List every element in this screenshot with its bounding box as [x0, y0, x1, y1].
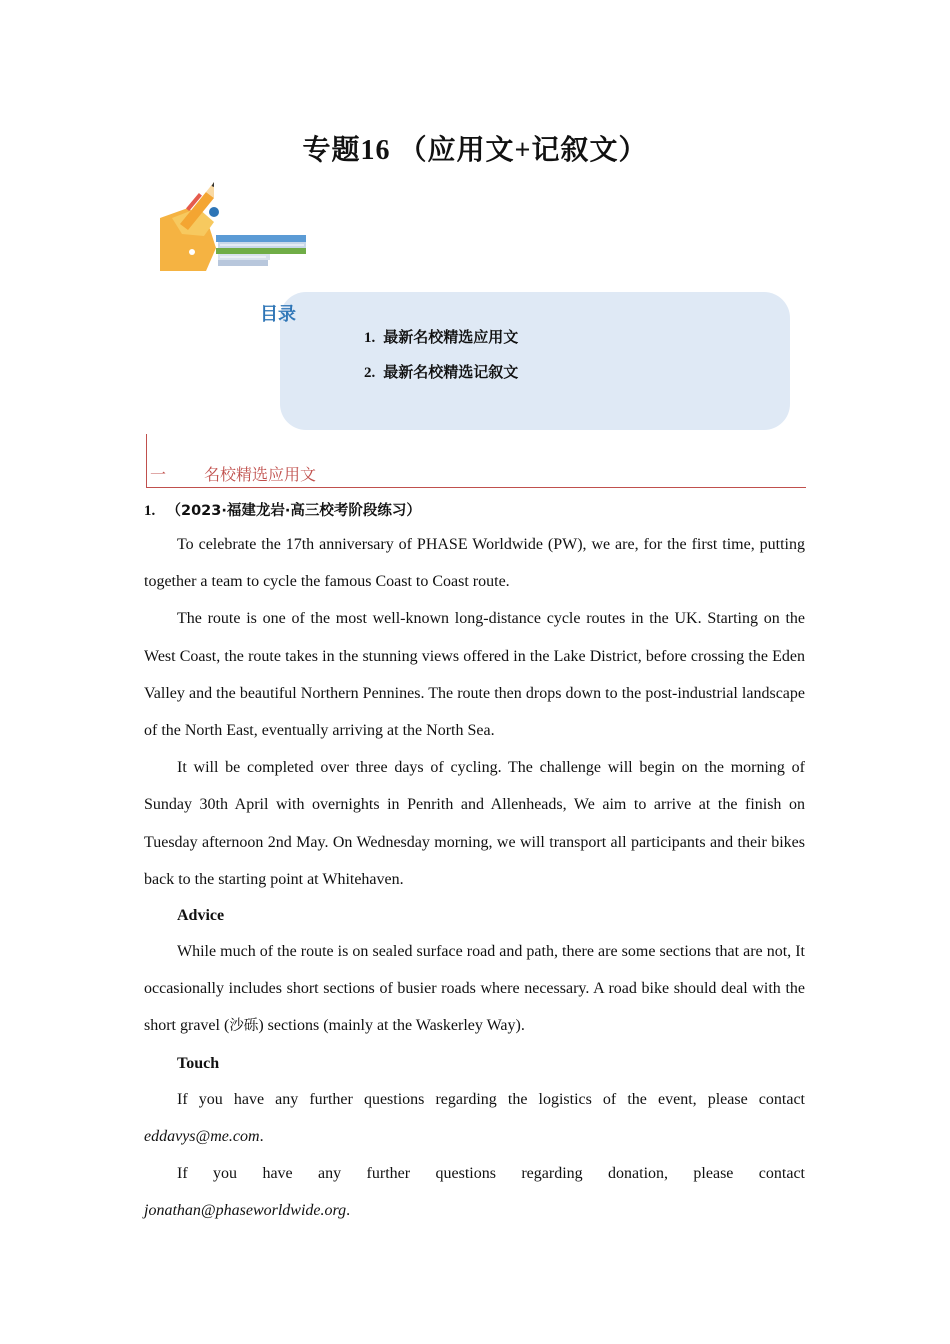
section-number: 一	[150, 465, 167, 484]
toc-item-number: 2.	[364, 365, 376, 381]
contact-end: .	[259, 1127, 264, 1145]
advice-gloss: 沙砾	[229, 1018, 259, 1035]
advice-heading: Advice	[177, 907, 225, 925]
passage-paragraph: To celebrate the 17th anniversary of PHASE Worldwide (PW), we are, for the first time, putting together a team to cycle the famous Coast to Coast route.	[144, 536, 805, 591]
donation-end: .	[346, 1202, 351, 1220]
question-number: 1.	[144, 503, 156, 519]
donation-paragraph	[144, 1155, 805, 1192]
passage	[144, 526, 805, 1229]
contact-email-line	[144, 1118, 805, 1155]
toc-item-number: 1.	[364, 330, 376, 346]
donation-email-line	[144, 1192, 805, 1229]
section-divider-vertical	[146, 434, 147, 487]
toc-heading: 目录	[260, 304, 296, 325]
contact-email[interactable]: eddavys@me.com	[144, 1127, 260, 1145]
toc-item[interactable]	[364, 361, 518, 382]
page-title: 专题16 （应用文+记叙文）	[302, 135, 648, 166]
toc-panel	[280, 292, 790, 430]
contact-paragraph	[144, 1081, 805, 1118]
pencil-books-illustration	[158, 178, 308, 273]
advice-text-start: While much of the route is on sealed surface road and path, there are some sections that are not, It occasionally includes short sections of busier roads where necessary. A road bike should deal with the short gravel (	[144, 943, 805, 1035]
passage-paragraph: The route is one of the most well-known long-distance cycle routes in the UK. Starting on the West Coast, the route takes in the stunning views offered in the Lake District, before crossing the Eden Valley and the beautiful Northern Pennines. The route then drops down to the post-industrial landscape of the North East, eventually arriving at the North Sea.	[144, 610, 805, 740]
advice-text-end: ) sections (mainly at the Waskerley Way).	[258, 1017, 525, 1035]
question-source: （2023·福建龙岩·高三校考阶段练习）	[166, 503, 421, 519]
toc-item[interactable]	[364, 326, 518, 347]
passage-paragraph	[144, 933, 805, 1046]
passage-paragraph: It will be completed over three days of cycling. The challenge will begin on the morning of Sunday 30th April with overnights in Penrith and Allenheads, We aim to arrive at the finish on Tuesday afternoon 2nd May. On Wednesday morning, we will transport all participants and their bikes back to the starting point at Whitehaven.	[144, 759, 805, 888]
donation-text: If you have any further questions regarding donation, please contact	[177, 1165, 805, 1183]
touch-heading: Touch	[177, 1054, 220, 1072]
section-divider-horizontal	[146, 487, 806, 488]
toc-item-label: 最新名校精选应用文	[383, 328, 519, 346]
toc-item-label: 最新名校精选记叙文	[383, 363, 519, 381]
section-title: 名校精选应用文	[204, 465, 317, 484]
pencil-books-icon	[158, 178, 308, 273]
contact-text: If you have any further questions regarding the logistics of the event, please contact	[177, 1090, 805, 1108]
question-header	[144, 499, 421, 520]
donation-email[interactable]: jonathan@phaseworldwide.org	[144, 1202, 347, 1220]
